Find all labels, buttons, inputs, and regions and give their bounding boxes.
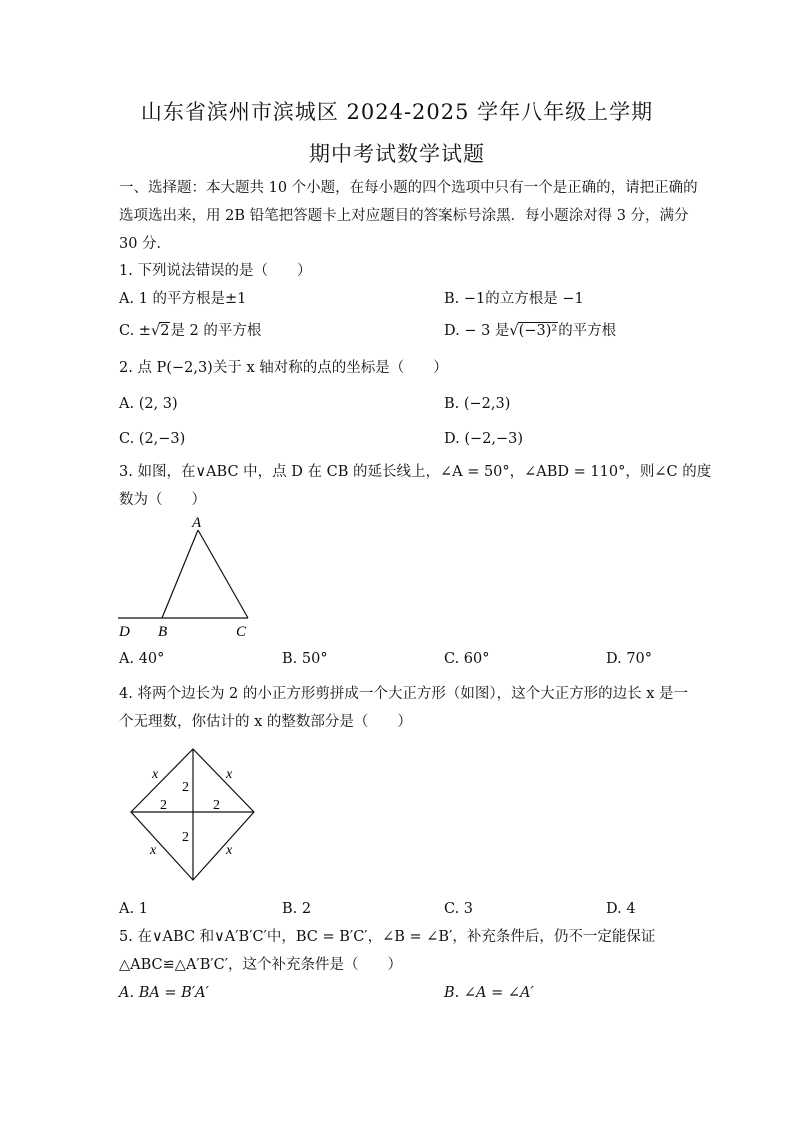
section-instructions-line3: 30 分． bbox=[119, 236, 172, 252]
label-x-bottom-left: x bbox=[150, 843, 157, 858]
q4-option-d: D. 4 bbox=[606, 901, 636, 917]
q1-option-c-radicand: 2 bbox=[160, 323, 170, 339]
q3-option-c: C. 60° bbox=[444, 651, 490, 667]
q4-option-b: B. 2 bbox=[282, 901, 312, 917]
label-x-bottom-right: x bbox=[226, 843, 233, 858]
section-instructions-line1: 一、选择题：本大题共 10 个小题，在每小题的四个选项中只有一个是正确的，请把正确的 bbox=[119, 180, 698, 196]
q3-stem-line1: 3. 如图，在∨ABC 中，点 D 在 CB 的延长线上，∠A = 50°，∠ABD = 110°，则∠C 的度 bbox=[119, 464, 712, 480]
q1-option-d-suffix: 的平方根 bbox=[558, 323, 617, 339]
label-c: C bbox=[236, 624, 247, 640]
q1-option-c-suffix: 是 2 的平方根 bbox=[170, 323, 262, 339]
q5-stem-line2: △ABC≌△A′B′C′，这个补充条件是（ ） bbox=[119, 957, 403, 973]
q3-triangle-figure bbox=[110, 512, 270, 642]
q5-option-a: A. BA = B′A′ bbox=[119, 985, 209, 1001]
q1-option-d bbox=[444, 321, 616, 341]
side-ab bbox=[162, 530, 198, 618]
label-d: D bbox=[119, 624, 130, 640]
q4-square-figure bbox=[122, 744, 267, 889]
sqrt-sign: √ bbox=[150, 323, 161, 339]
q1-option-d-prefix: D. − 3 是 bbox=[444, 323, 510, 339]
label-x-top-right: x bbox=[226, 767, 233, 782]
q1-option-c bbox=[119, 321, 261, 341]
q5-option-b: B. ∠A = ∠A′ bbox=[444, 985, 534, 1001]
q2-stem: 2. 点 P(−2,3)关于 x 轴对称的点的坐标是（ ） bbox=[119, 360, 448, 376]
q1-option-d-radicand: (−3)² bbox=[518, 323, 558, 339]
label-b: B bbox=[158, 624, 168, 640]
q1-option-b: B. −1的立方根是 −1 bbox=[444, 291, 584, 307]
side-ac bbox=[198, 530, 248, 618]
sqrt-sign: √ bbox=[509, 323, 519, 339]
label-2-right: 2 bbox=[213, 798, 220, 813]
label-2-top: 2 bbox=[182, 780, 189, 795]
q1-option-c-prefix: C. ± bbox=[119, 323, 151, 339]
label-2-bottom: 2 bbox=[182, 830, 189, 845]
q1-stem: 1. 下列说法错误的是（ ） bbox=[119, 263, 312, 279]
q3-option-a: A. 40° bbox=[119, 651, 165, 667]
q4-stem-line2: 个无理数，你估计的 x 的整数部分是（ ） bbox=[119, 714, 412, 730]
q2-option-a: A. (2, 3) bbox=[119, 396, 178, 412]
q5-stem-line1: 5. 在∨ABC 和∨A′B′C′中，BC = B′C′，∠B = ∠B′，补充条件后，仍不一定能保证 bbox=[119, 929, 656, 945]
q2-option-d: D. (−2,−3) bbox=[444, 431, 523, 447]
q3-stem-line2: 数为（ ） bbox=[119, 492, 206, 508]
exam-title-line1: 山东省滨州市滨城区 2024-2025 学年八年级上学期 bbox=[140, 100, 654, 124]
q4-stem-line1: 4. 将两个边长为 2 的小正方形剪拼成一个大正方形（如图），这个大正方形的边长 x 是一 bbox=[119, 686, 689, 702]
q2-option-c: C. (2,−3) bbox=[119, 431, 186, 447]
q3-option-b: B. 50° bbox=[282, 651, 328, 667]
exam-title-line2: 期中考试数学试题 bbox=[309, 142, 485, 166]
section-instructions-line2: 选项选出来，用 2B 铅笔把答题卡上对应题目的答案标号涂黑．每小题涂对得 3 分，满分 bbox=[119, 208, 689, 224]
q1-option-a: A. 1 的平方根是±1 bbox=[119, 291, 247, 307]
label-2-left: 2 bbox=[160, 798, 167, 813]
q4-option-a: A. 1 bbox=[119, 901, 148, 917]
q2-option-b: B. (−2,3) bbox=[444, 396, 511, 412]
q4-option-c: C. 3 bbox=[444, 901, 474, 917]
label-x-top-left: x bbox=[152, 767, 159, 782]
label-a: A bbox=[192, 515, 202, 531]
q3-option-d: D. 70° bbox=[606, 651, 653, 667]
